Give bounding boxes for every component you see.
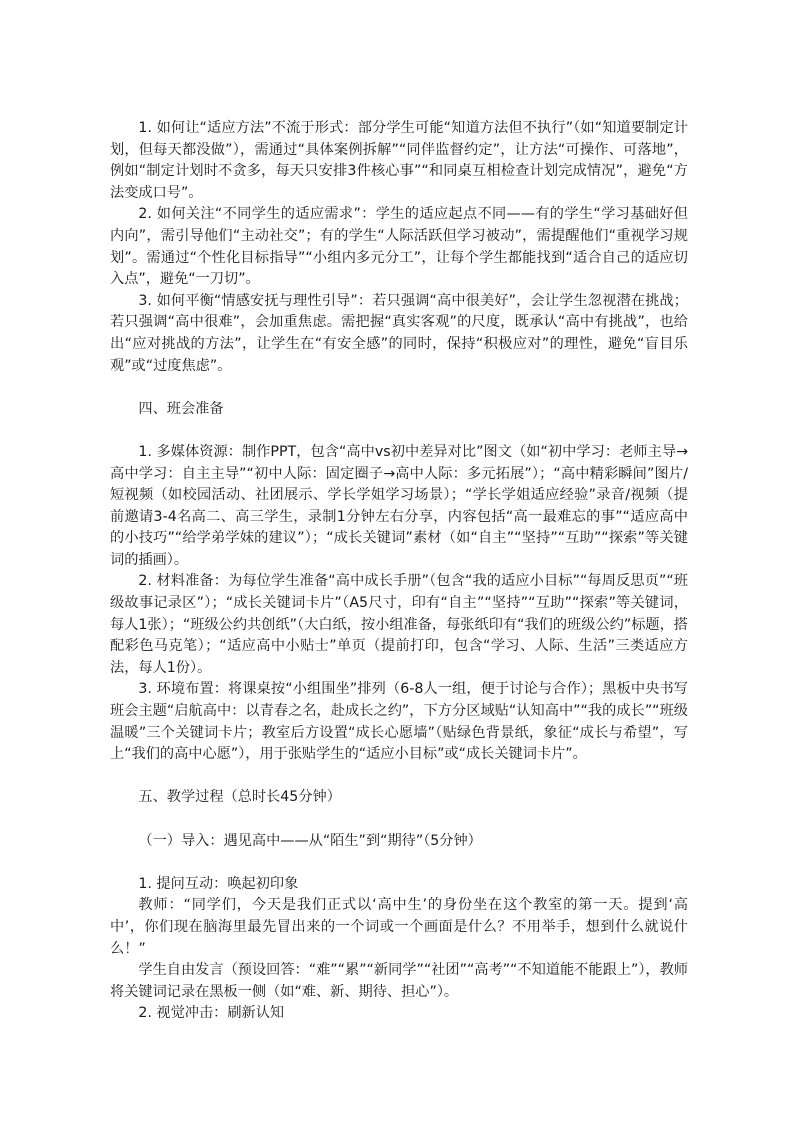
section-5-title: 五、教学过程（总时长45分钟） bbox=[138, 789, 341, 806]
document-page bbox=[110, 118, 688, 1025]
s4-item-3: 3. 环境布置：将课桌按“小组围坐”排列（6-8人一组，便于讨论与合作）；黑板中央书写班会主题“启航高中：以青春之名，赴成长之约”，下方分区域贴“认知高中”“我的成长”“班级温暖”三个关键词卡片；教室后方设置“成长心愿墙”（贴绿色背景纸，象征“成长与希望”，写上“我们的高中心愿”），用于张贴学生的“适应小目标”或“成长关键词卡片”。 bbox=[110, 681, 688, 763]
s4-item-1: 1. 多媒体资源：制作PPT，包含“高中vs初中差异对比”图文（如“初中学习：老师主导→高中学习：自主主导”“初中人际：固定圈子→高中人际：多元拓展”）；“高中精彩瞬间”图片/短视频（如校园活动、社团展示、学长学姐学习场景）；“学长学姐适应经验”录音/视频（提前邀请3-4名高二、高三学生，录制1分钟左右分享，内容包括“高一最难忘的事”“适应高中的小技巧”“给学弟学妹的建议”）；“成长关键词”素材（如“自主”“坚持”“互助”“探索”等关键词的插画）。 bbox=[110, 443, 688, 568]
s5-paragraph-1: 1. 提问互动：唤起初印象 bbox=[138, 875, 299, 892]
s3-item-1: 1. 如何让“适应方法”不流于形式：部分学生可能“知道方法但不执行”（如“知道要制定计划，但每天都没做”），需通过“具体案例拆解”“同伴监督约定”，让方法“可操作、可落地”，例如“制定计划时不贪多，每天只安排3件核心事”“和同桌互相检查计划完成情况”，避免“方法变成口号”。 bbox=[110, 120, 688, 201]
section-5-subtitle-1: （一）导入：遇见高中——从“陌生”到“期待”（5分钟） bbox=[138, 832, 482, 849]
s5-paragraph-4: 2. 视觉冲击：刷新认知 bbox=[138, 1005, 285, 1022]
s3-item-2: 2. 如何关注“不同学生的适应需求”：学生的适应起点不同——有的学生“学习基础好但内向”，需引导他们“主动社交”；有的学生“人际活跃但学习被动”，需提醒他们“重视学习规划”。需通过“个性化目标指导”“小组内多元分工”，让每个学生都能找到“适合自己的适应切入点”，避免“一刀切”。 bbox=[110, 206, 688, 288]
s5-paragraph-2: 教师：“同学们，今天是我们正式以‘高中生’的身份坐在这个教室的第一天。提到‘高中’，你们现在脑海里最先冒出来的一个词或一个画面是什么？不用举手，想到什么就说什么！” bbox=[110, 897, 688, 957]
s3-item-3: 3. 如何平衡“情感安抚与理性引导”：若只强调“高中很美好”，会让学生忽视潜在挑战；若只强调“高中很难”，会加重焦虑。需把握“真实客观”的尺度，既承认“高中有挑战”，也给出“应对挑战的方法”，让学生在“有安全感”的同时，保持“积极应对”的理性，避免“盲目乐观”或“过度焦虑”。 bbox=[110, 292, 688, 374]
section-4-title: 四、班会准备 bbox=[138, 400, 224, 417]
s4-item-2: 2. 材料准备：为每位学生准备“高中成长手册”（包含“我的适应小目标”“每周反思页”“班级故事记录区”）；“成长关键词卡片”（A5尺寸，印有“自主”“坚持”“互助”“探索”等关键词，每人1张）；“班级公约共创纸”（大白纸，按小组准备，每张纸印有“我们的班级公约”标题，搭配彩色马克笔）；“适应高中小贴士”单页（提前打印，包含“学习、人际、生活”三类适应方法，每人1份）。 bbox=[110, 573, 688, 676]
s5-paragraph-3: 学生自由发言（预设回答：“难”“累”“新同学”“社团”“高考”“不知道能不能跟上”），教师将关键词记录在黑板一侧（如“难、新、期待、担心”）。 bbox=[110, 962, 688, 1000]
